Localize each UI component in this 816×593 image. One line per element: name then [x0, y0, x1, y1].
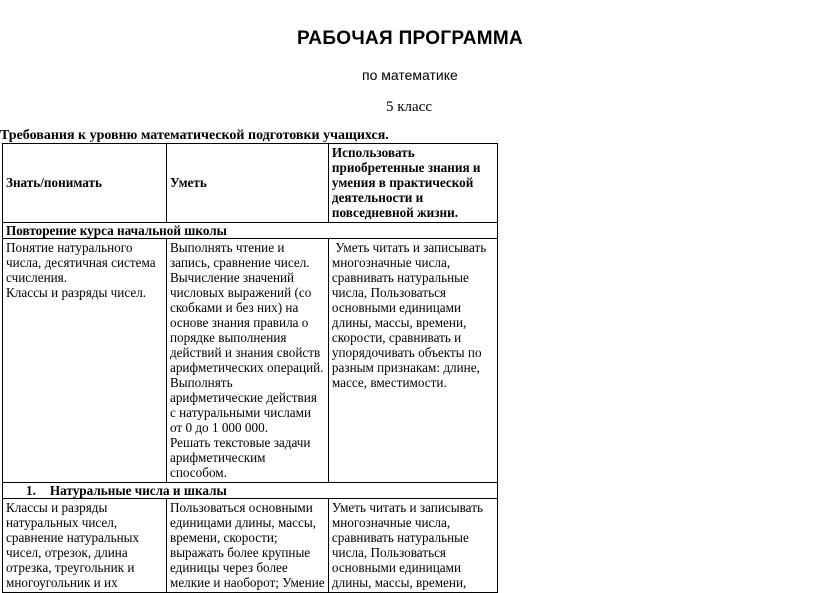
- table-row: [3, 499, 498, 593]
- header-able: Уметь: [166, 144, 328, 223]
- header-use: Использовать приобретенные знания и умения в практической деятельности и повседневной жизни.: [328, 144, 497, 223]
- section-title: [3, 223, 498, 239]
- section-title-text: Натуральные числа и шкалы: [49, 483, 227, 498]
- cell-use: [328, 499, 497, 593]
- cell-text: Уметь читать и записывать многозначные числа, сравнивать натуральные числа, Пользоваться основными единицами длины, массы, времени, скорости, сравнивать и упорядочивать объекты по разным признакам: длине, массе, вместимости.: [331, 240, 490, 390]
- document-subject: по математике: [362, 67, 458, 83]
- requirements-table: [2, 143, 498, 593]
- cell-text: Пользоваться основными единицами длины, массы, времени, скорости; выражать более крупные единицы через более мелкие и наоборот; Умение: [169, 500, 325, 590]
- cell-know: [3, 239, 167, 483]
- document-grade: 5 класс: [386, 99, 432, 115]
- section-row: [3, 223, 498, 239]
- section-title-text: Повторение курса начальной школы: [6, 223, 227, 238]
- cell-text: Уметь читать и записывать многозначные числа, сравнивать натуральные числа, Пользоваться основными единицами длины, массы, времени,: [331, 500, 483, 590]
- cell-know: [3, 499, 167, 593]
- section-title: [3, 483, 498, 499]
- cell-use: [328, 239, 497, 483]
- cell-text: Классы и разряды натуральных чисел, сравнение натуральных чисел, отрезок, длина отрезка, треугольник и многоугольник и их: [6, 500, 140, 590]
- section-row: [3, 483, 498, 499]
- table-header-row: [3, 144, 498, 223]
- cell-able: [166, 239, 328, 483]
- header-know: Знать/понимать: [3, 144, 167, 223]
- section-number: 1.: [26, 483, 36, 498]
- cell-text: Выполнять чтение и запись, сравнение чисел. Вычисление значений числовых выражений (со скобками и без них) на основе знания правила о порядке выполнения действий и знания свойств арифметических операций. Выполнять арифметические действия с натуральными числами от 0 до 1 000 000. Решать текстовые задачи арифметическим способом.: [169, 240, 324, 480]
- requirements-heading: Требования к уровню математической подготовки учащихся.: [0, 128, 389, 143]
- cell-able: [166, 499, 328, 593]
- document-title: РАБОЧАЯ ПРОГРАММА: [297, 28, 523, 49]
- table-row: [3, 239, 498, 483]
- cell-text: Понятие натурального числа, десятичная система счисления. Классы и разряды чисел.: [6, 240, 156, 300]
